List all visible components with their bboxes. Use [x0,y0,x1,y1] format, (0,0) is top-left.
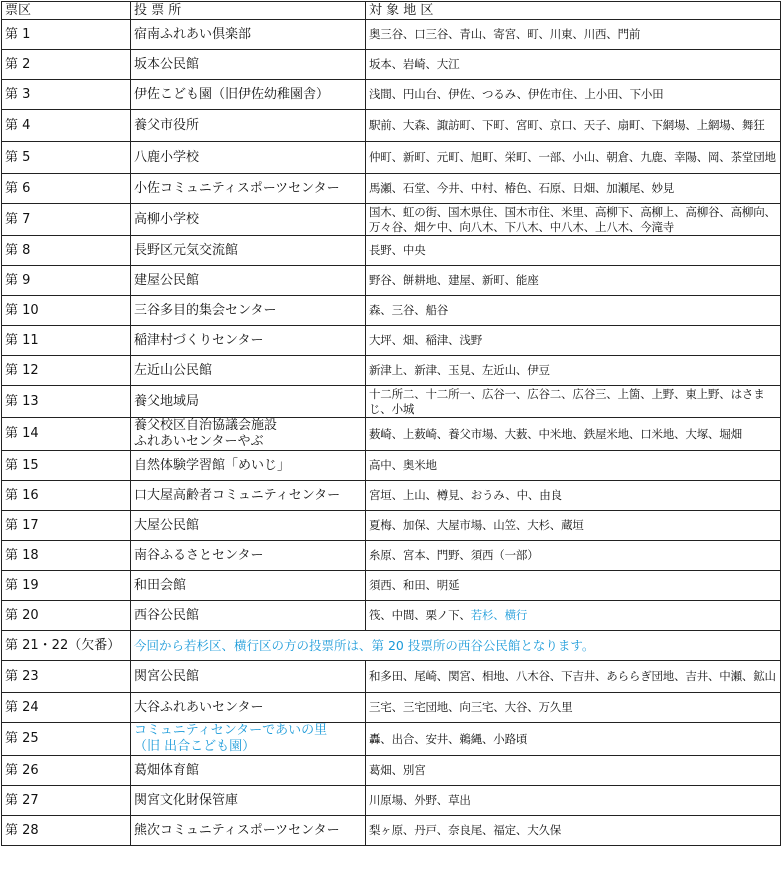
place-cell: 大谷ふれあいセンター [131,693,366,723]
header-area: 対 象 地 区 [366,2,781,20]
district-cell: 第 19 [2,571,131,601]
district-cell: 第 3 [2,80,131,110]
area-cell: 大坪、畑、稲津、浅野 [366,326,781,356]
district-cell: 第 25 [2,723,131,756]
table-row [2,451,781,481]
area-cell: 夏梅、加保、大屋市場、山笠、大杉、蔵垣 [366,511,781,541]
district-cell: 第 9 [2,266,131,296]
header-place: 投 票 所 [131,2,366,20]
area-highlight: 若杉、横行 [470,608,528,622]
district-cell: 第 6 [2,174,131,204]
table-row [2,174,781,204]
district-cell: 第 12 [2,356,131,386]
table-row [2,481,781,511]
table-row [2,142,781,174]
area-cell: 長野、中央 [366,236,781,266]
table-row [2,693,781,723]
place-cell: 高柳小学校 [131,204,366,236]
place-cell: 建屋公民館 [131,266,366,296]
district-cell: 第 15 [2,451,131,481]
area-cell: 駅前、大森、諏訪町、下町、宮町、京口、天子、扇町、下網場、上網場、舞狂 [366,110,781,142]
table-row [2,571,781,601]
district-cell: 第 13 [2,386,131,418]
district-cell: 第 21・22（欠番） [2,631,131,661]
area-cell: 川原場、外野、草出 [366,786,781,816]
table-row [2,661,781,693]
place-cell: 宿南ふれあい倶楽部 [131,20,366,50]
notice-row [2,631,781,661]
place-cell: 口大屋高齢者コミュニティセンター [131,481,366,511]
district-cell: 第 1 [2,20,131,50]
place-cell: 稲津村づくりセンター [131,326,366,356]
district-cell: 第 11 [2,326,131,356]
place-cell: 南谷ふるさとセンター [131,541,366,571]
area-cell: 葛畑、別宮 [366,756,781,786]
header-row [2,2,781,20]
place-cell: 三谷多目的集会センター [131,296,366,326]
table-row [2,80,781,110]
place-cell: 養父市役所 [131,110,366,142]
area-cell: 新津上、新津、玉見、左近山、伊豆 [366,356,781,386]
place-cell: 葛畑体育館 [131,756,366,786]
district-cell: 第 16 [2,481,131,511]
district-cell: 第 4 [2,110,131,142]
area-cell: 薮崎、上薮崎、養父市場、大薮、中米地、鉄屋米地、口米地、大塚、堀畑 [366,418,781,451]
area-text: 筏、中間、栗ノ下、 [369,608,471,622]
area-cell: 坂本、岩崎、大江 [366,50,781,80]
district-cell: 第 28 [2,816,131,846]
table-row [2,386,781,418]
place-cell: 八鹿小学校 [131,142,366,174]
area-cell: 糸原、宮本、門野、須西（一部） [366,541,781,571]
area-cell: 仲町、新町、元町、旭町、栄町、一部、小山、朝倉、九鹿、幸陽、岡、茶堂団地 [366,142,781,174]
table-row [2,296,781,326]
area-cell: 梨ヶ原、丹戸、奈良尾、福定、大久保 [366,816,781,846]
district-cell: 第 26 [2,756,131,786]
area-cell: 奥三谷、口三谷、青山、寄宮、町、川東、川西、門前 [366,20,781,50]
table-row [2,266,781,296]
table-row [2,511,781,541]
district-cell: 第 17 [2,511,131,541]
table-row [2,20,781,50]
place-cell: 熊次コミュニティスポーツセンター [131,816,366,846]
area-cell: 轟、出合、安井、鵜縄、小路頃 [366,723,781,756]
district-cell: 第 14 [2,418,131,451]
table-row [2,204,781,236]
table-row [2,356,781,386]
place-cell: 関宮公民館 [131,661,366,693]
area-cell: 高中、奥米地 [366,451,781,481]
table-row [2,326,781,356]
table-row [2,50,781,80]
place-cell: 養父地域局 [131,386,366,418]
place-cell: 坂本公民館 [131,50,366,80]
area-cell: 和多田、尾崎、関宮、相地、八木谷、下吉井、あららぎ団地、吉井、中瀬、鉱山 [366,661,781,693]
polling-station-table [1,1,781,846]
district-cell: 第 18 [2,541,131,571]
area-cell: 国木、虹の街、国木県住、国木市住、米里、高柳下、高柳上、高柳谷、高柳向、万々谷、畑ケ中、向八木、下八木、中八木、上八木、今滝寺 [366,204,781,236]
table-row [2,601,781,631]
district-cell: 第 8 [2,236,131,266]
place-cell: 大屋公民館 [131,511,366,541]
place-cell: 長野区元気交流館 [131,236,366,266]
district-cell: 第 7 [2,204,131,236]
header-district: 票区 [2,2,131,20]
district-cell: 第 2 [2,50,131,80]
district-cell: 第 27 [2,786,131,816]
area-cell: 三宅、三宅団地、向三宅、大谷、万久里 [366,693,781,723]
place-cell: 伊佐こども園（旧伊佐幼稚園舎） [131,80,366,110]
table-row [2,723,781,756]
district-cell: 第 23 [2,661,131,693]
table-row [2,756,781,786]
place-cell: 小佐コミュニティスポーツセンター [131,174,366,204]
table-row [2,816,781,846]
place-cell: 自然体験学習館「めいじ」 [131,451,366,481]
notice-text: 今回から若杉区、横行区の方の投票所は、第 20 投票所の西谷公民館となります。 [131,631,781,661]
district-cell: 第 20 [2,601,131,631]
area-cell: 浅間、円山台、伊佐、つるみ、伊佐市住、上小田、下小田 [366,80,781,110]
place-cell: 西谷公民館 [131,601,366,631]
place-cell: 和田会館 [131,571,366,601]
area-cell: 野谷、餅耕地、建屋、新町、能座 [366,266,781,296]
area-cell [366,601,781,631]
area-cell: 十二所二、十二所一、広谷一、広谷二、広谷三、上箇、上野、東上野、はさまじ、小城 [366,386,781,418]
table-row [2,418,781,451]
area-cell: 森、三谷、船谷 [366,296,781,326]
table-row [2,541,781,571]
place-cell: 左近山公民館 [131,356,366,386]
place-cell: 関宮文化財保管庫 [131,786,366,816]
place-cell-highlight: コミュニティセンターであいの里 （旧 出合こども園） [131,723,366,756]
district-cell: 第 24 [2,693,131,723]
area-cell: 須西、和田、明延 [366,571,781,601]
area-cell: 宮垣、上山、樽見、おうみ、中、由良 [366,481,781,511]
table-row [2,110,781,142]
table-row [2,236,781,266]
table-row [2,786,781,816]
district-cell: 第 5 [2,142,131,174]
place-cell: 養父校区自治協議会施設 ふれあいセンターやぶ [131,418,366,451]
area-cell: 馬瀬、石堂、今井、中村、椿色、石原、日畑、加瀬尾、妙見 [366,174,781,204]
district-cell: 第 10 [2,296,131,326]
